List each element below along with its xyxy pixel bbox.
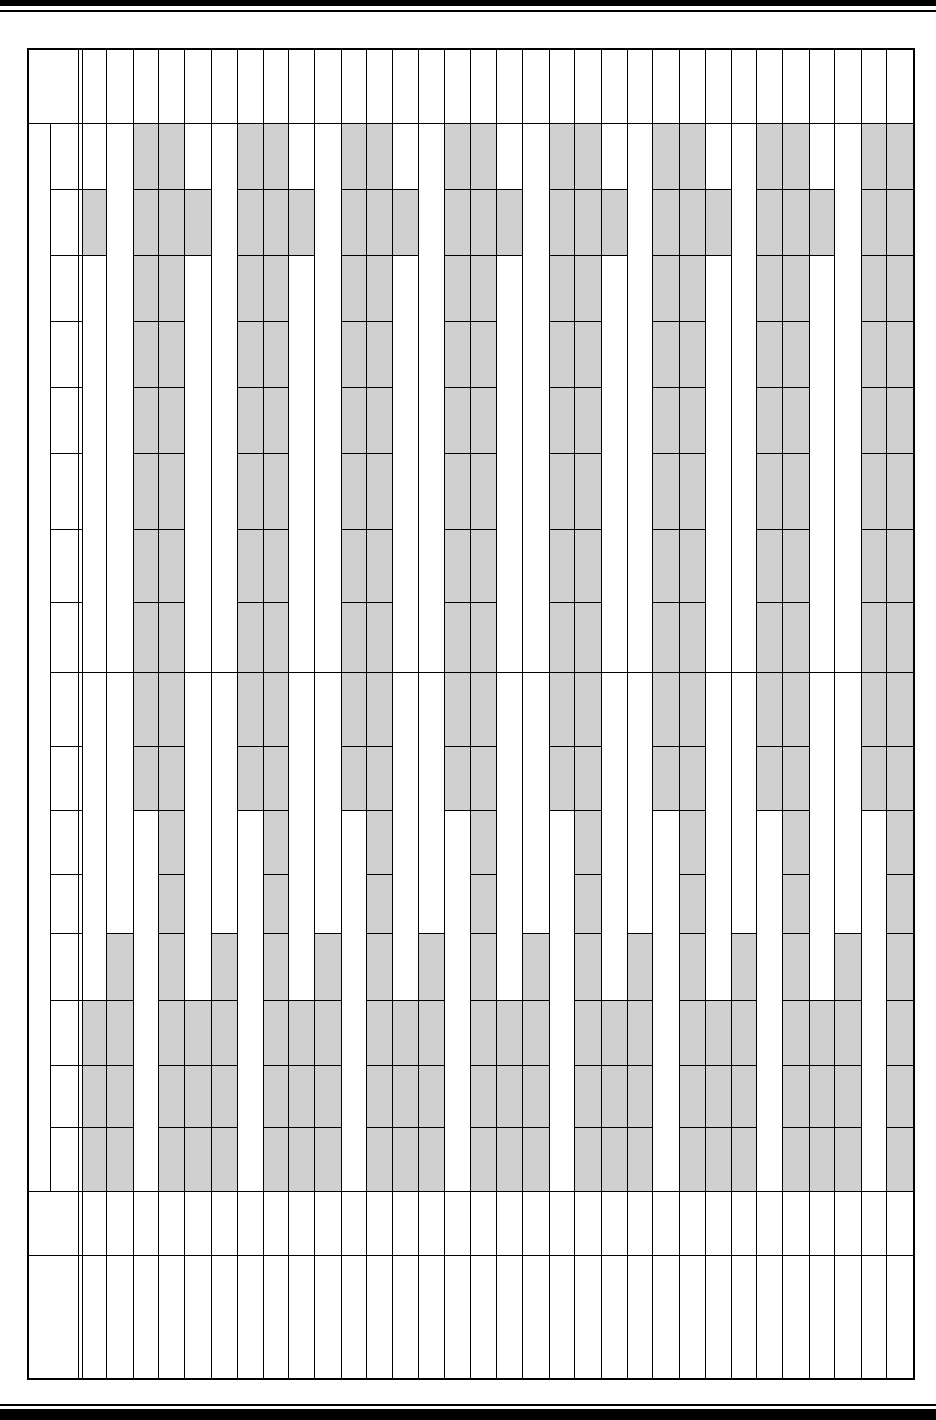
table-outer-frame	[27, 48, 915, 1380]
bottom-thick-rule	[0, 1409, 936, 1420]
bottom-thin-rule	[0, 1404, 936, 1406]
